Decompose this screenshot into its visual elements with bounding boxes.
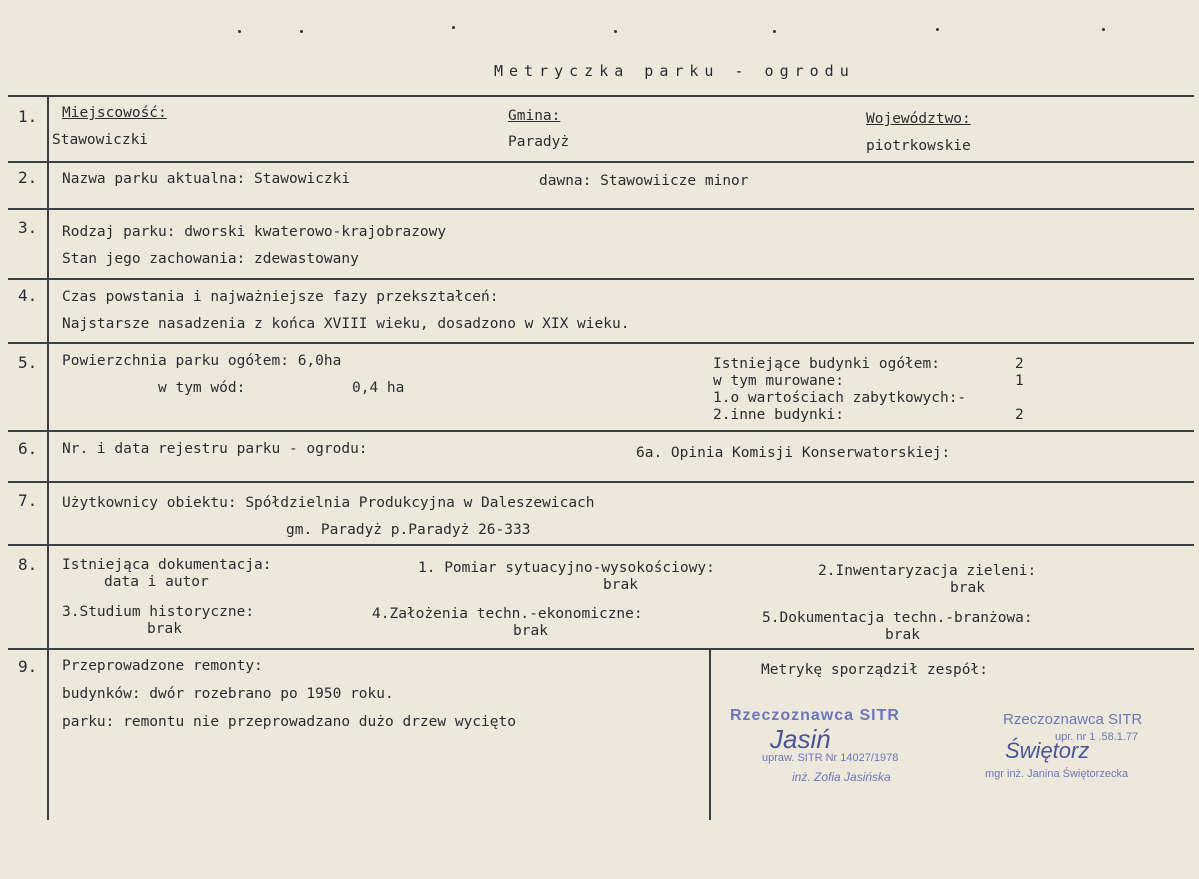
speck bbox=[452, 26, 455, 29]
nazwa-dawna: dawna: Stawowiicze minor bbox=[539, 173, 749, 189]
stamp-right-title: Rzeczoznawca SITR bbox=[1003, 711, 1143, 728]
miejscowosc-value: Stawowiczki bbox=[52, 132, 149, 148]
miejscowosc-label: Miejscowość: bbox=[62, 105, 167, 121]
row-number: 5. bbox=[18, 353, 38, 372]
column-divider bbox=[47, 95, 49, 820]
remonty-label: Przeprowadzone remonty: bbox=[62, 658, 263, 674]
speck bbox=[773, 30, 776, 33]
murowane-value: 1 bbox=[1015, 373, 1024, 389]
column-divider bbox=[709, 648, 711, 820]
row-divider bbox=[8, 208, 1194, 210]
stan-zachowania: Stan jego zachowania: zdewastowany bbox=[62, 251, 359, 267]
inne-budynki: 2.inne budynki: bbox=[713, 407, 844, 423]
row-divider bbox=[8, 161, 1194, 163]
pomiar-label: 1. Pomiar sytuacyjno-wysokościowy: bbox=[418, 560, 715, 576]
opinia-komisji: 6a. Opinia Komisji Konserwatorskiej: bbox=[636, 445, 951, 461]
adres: gm. Paradyż p.Paradyż 26-333 bbox=[286, 522, 531, 538]
page-title: Metryczka parku - ogrodu bbox=[494, 62, 855, 80]
rodzaj-parku: Rodzaj parku: dworski kwaterowo-krajobrazowy bbox=[62, 224, 447, 240]
stamp-left-name: inż. Zofia Jasińska bbox=[792, 770, 891, 784]
stamp-right-license: upr. nr 1 .58.1.77 bbox=[1055, 731, 1139, 743]
czas-powstania: Czas powstania i najważniejsze fazy przekształceń: bbox=[62, 289, 499, 305]
zabytkowe: 1.o wartościach zabytkowych:- bbox=[713, 390, 967, 406]
murowane: w tym murowane: bbox=[713, 373, 844, 389]
budynki-ogolem-value: 2 bbox=[1015, 356, 1024, 372]
nazwa-parku: Nazwa parku aktualna: Stawowiczki bbox=[62, 171, 351, 187]
stamp-right-name: mgr inż. Janina Świętorzecka bbox=[985, 768, 1129, 780]
row-divider bbox=[8, 95, 1194, 97]
budynki-ogolem: Istniejące budynki ogółem: bbox=[713, 356, 940, 372]
stamp-left-title: Rzeczoznawca SITR bbox=[730, 707, 900, 724]
signature-right: Świętorz bbox=[1005, 738, 1090, 763]
row-divider bbox=[8, 278, 1194, 280]
wojewodztwo-label: Województwo: bbox=[866, 111, 971, 127]
gmina-value: Paradyż bbox=[508, 134, 570, 150]
wod-value: 0,4 ha bbox=[352, 380, 405, 396]
row-number: 1. bbox=[18, 107, 38, 126]
row-number: 2. bbox=[18, 168, 38, 187]
wod-label: w tym wód: bbox=[158, 380, 246, 396]
studium-label: 3.Studium historyczne: bbox=[62, 604, 255, 620]
inwentaryzacja-value: brak bbox=[950, 580, 985, 596]
row-divider bbox=[8, 648, 1194, 650]
data-i-autor: data i autor bbox=[104, 574, 209, 590]
remonty-budynkow: budynków: dwór rozebrano po 1950 roku. bbox=[62, 686, 394, 702]
signature-left: Jasiń bbox=[770, 724, 831, 754]
row-number: 6. bbox=[18, 439, 38, 458]
pomiar-value: brak bbox=[603, 577, 638, 593]
zalozenia-value: brak bbox=[513, 623, 548, 639]
branzowa-label: 5.Dokumentacja techn.-branżowa: bbox=[762, 610, 1033, 626]
powierzchnia: Powierzchnia parku ogółem: 6,0ha bbox=[62, 353, 342, 369]
row-number: 3. bbox=[18, 218, 38, 237]
zespol-label: Metrykę sporządził zespół: bbox=[761, 662, 988, 678]
stamp-left-license: upraw. SITR Nr 14027/1978 bbox=[762, 752, 899, 764]
gmina-label: Gmina: bbox=[508, 108, 561, 124]
zalozenia-label: 4.Założenia techn.-ekonomiczne: bbox=[372, 606, 643, 622]
row-divider bbox=[8, 342, 1194, 344]
uzytkownicy: Użytkownicy obiektu: Spółdzielnia Produkcyjna w Daleszewicach bbox=[62, 495, 595, 511]
speck bbox=[300, 30, 303, 33]
inwentaryzacja-label: 2.Inwentaryzacja zieleni: bbox=[818, 563, 1037, 579]
row-divider bbox=[8, 430, 1194, 432]
row-number: 8. bbox=[18, 555, 38, 574]
speck bbox=[936, 28, 939, 31]
remonty-parku: parku: remontu nie przeprowadzano dużo drzew wycięto bbox=[62, 714, 516, 730]
row-divider bbox=[8, 481, 1194, 483]
speck bbox=[614, 30, 617, 33]
nr-rejestru: Nr. i data rejestru parku - ogrodu: bbox=[62, 441, 368, 457]
row-number: 9. bbox=[18, 657, 38, 676]
wojewodztwo-value: piotrkowskie bbox=[866, 138, 971, 154]
studium-value: brak bbox=[147, 621, 182, 637]
opis-faz: Najstarsze nasadzenia z końca XVIII wieku, dosadzono w XIX wieku. bbox=[62, 316, 630, 332]
dokumentacja-label: Istniejąca dokumentacja: bbox=[62, 557, 272, 573]
speck bbox=[1102, 28, 1105, 31]
row-divider bbox=[8, 544, 1194, 546]
speck bbox=[238, 30, 241, 33]
inne-budynki-value: 2 bbox=[1015, 407, 1024, 423]
row-number: 7. bbox=[18, 491, 38, 510]
branzowa-value: brak bbox=[885, 627, 920, 643]
row-number: 4. bbox=[18, 286, 38, 305]
